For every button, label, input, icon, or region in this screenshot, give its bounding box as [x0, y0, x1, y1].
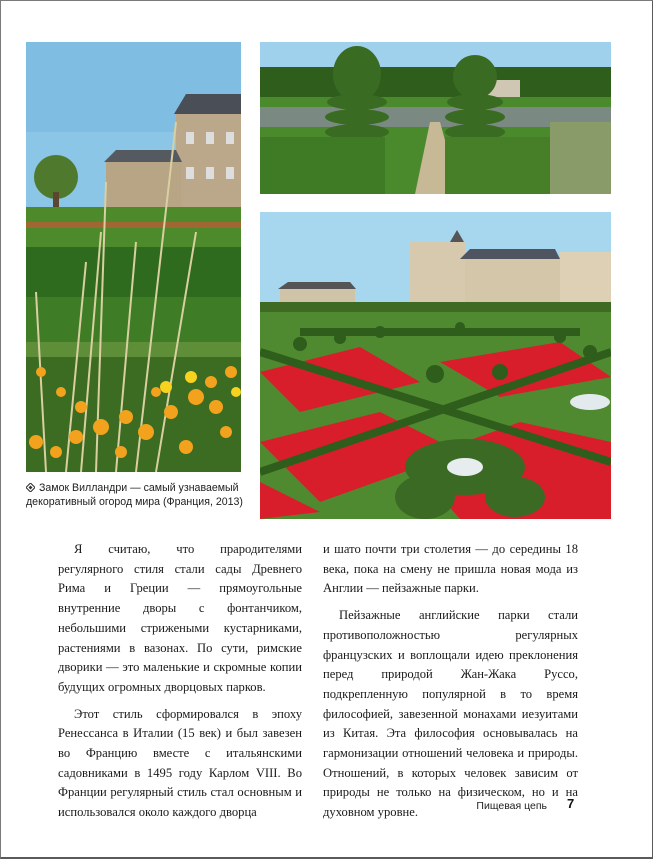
- photo-parterre-garden: [260, 212, 611, 519]
- photo-caption: [26, 481, 246, 509]
- paragraph: и шато почти три столетия — до середины 18 века, пока на смену не пришла новая мода из Англии — пейзажные парки.: [323, 542, 578, 596]
- text-column-right: [323, 540, 578, 823]
- paragraph: Пейзажные английские парки стали противоположностью регулярных французских и воплощали идею преклонения перед природой Жан-Жака Руссо, подкрепленную популярной в то время философией, завезенной монахами иезуитами из Китая. Эта философия основывалась на гармонизации отношений человека и природы. Отношений, в которых человек зависим от природы не только на физическом, но и на духовном уровне.: [323, 608, 578, 820]
- text-column-left: [58, 540, 302, 823]
- paragraph: Этот стиль сформировался в эпоху Ренессанса в Италии (15 век) и был завезен во Францию вместе с итальянскими садовниками в 1495 году Карлом VIII. Во Франции регулярный стиль стал основным и использовался около каждого дворца: [58, 706, 302, 820]
- caption-text: Замок Вилландри — самый узнаваемый декоративный огород мира (Франция, 2013): [26, 482, 243, 508]
- running-footer-title: Пищевая цепь: [476, 800, 547, 812]
- diamond-bullet-icon: [26, 483, 35, 492]
- paragraph: Я считаю, что прародителями регулярного стиля стали сады Древнего Рима и Греции — прямоугольные внутренние дворы с фонтанчиком, небольшими стрижеными кустарниками, растениями в вазонах. По сути, римские дворики — это маленькие и скромные копии будущих огромных дворцовых парков.: [58, 542, 302, 694]
- photo-topiary-alley: [260, 42, 611, 194]
- photo-villandry-vegetable-garden: [26, 42, 241, 472]
- page-number: 7: [567, 796, 575, 811]
